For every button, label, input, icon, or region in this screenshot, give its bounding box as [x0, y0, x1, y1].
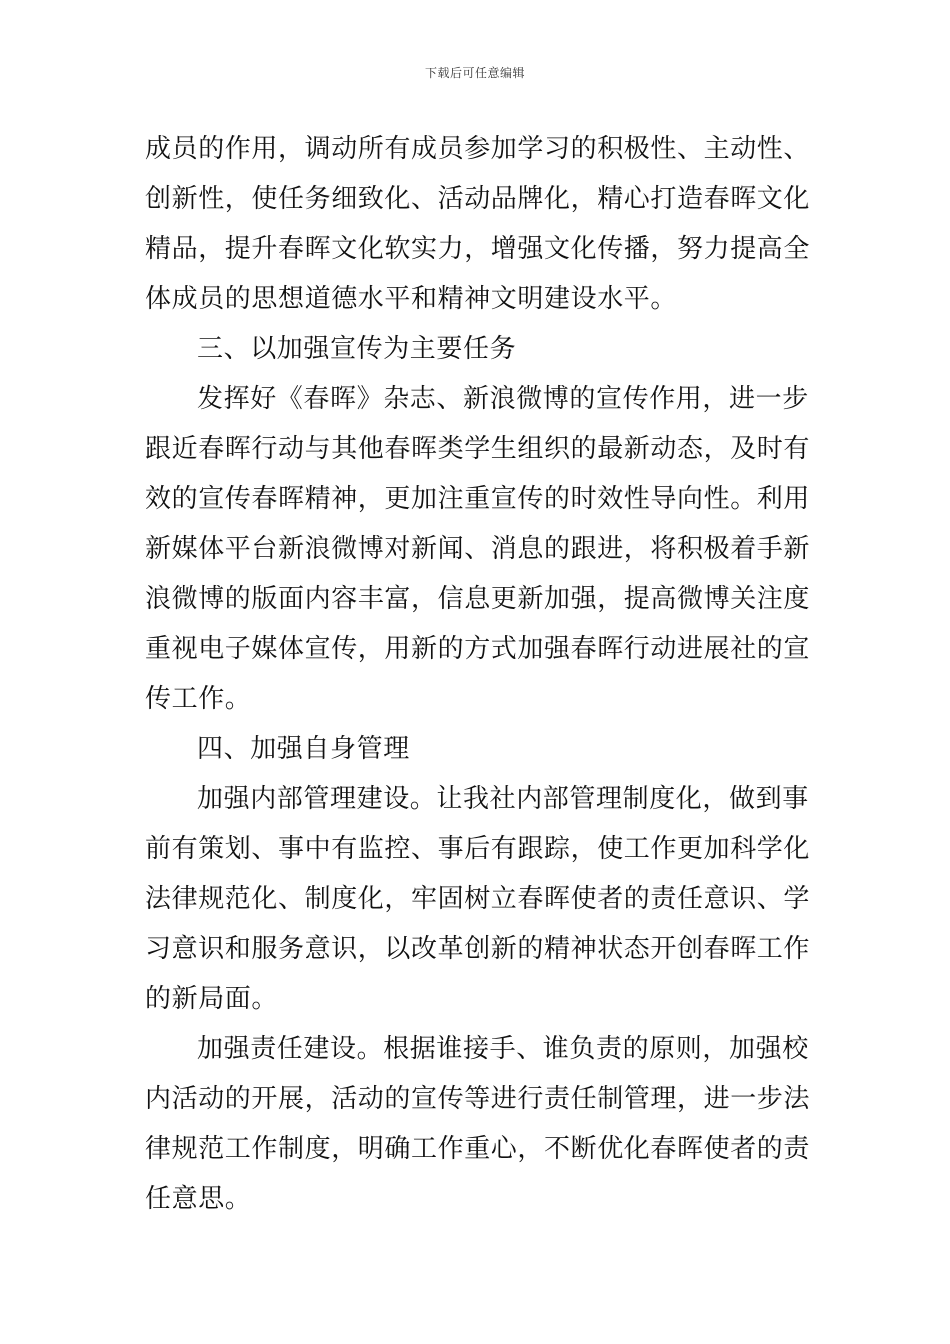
text-line: 任意思。: [145, 1184, 252, 1214]
text-line: 发挥好《春晖》杂志、新浪微博的宣传作用，进一步: [197, 384, 809, 414]
document-body: [145, 124, 809, 1224]
text-line: 律规范工作制度，明确工作重心，不断优化春晖使者的责: [145, 1134, 811, 1164]
text-line: 跟近春晖行动与其他春晖类学生组织的最新动态，及时有: [145, 434, 811, 464]
text-line: 成员的作用，调动所有成员参加学习的积极性、主动性、: [145, 134, 811, 164]
text-line: 法律规范化、制度化，牢固树立春晖使者的责任意识、学: [145, 884, 811, 914]
text-line: 体成员的思想道德水平和精神文明建设水平。: [145, 284, 678, 314]
section-heading-publicity: 三、以加强宣传为主要任务: [197, 334, 517, 364]
text-line: 加强内部管理建设。让我社内部管理制度化，做到事: [197, 784, 809, 814]
text-line: 加强责任建设。根据谁接手、谁负责的原则，加强校: [197, 1034, 809, 1064]
text-line: 重视电子媒体宣传，用新的方式加强春晖行动进展社的宣: [145, 634, 811, 664]
text-line: 前有策划、事中有监控、事后有跟踪，使工作更加科学化: [145, 834, 811, 864]
page-header: 下载后可任意编辑: [424, 66, 525, 80]
text-line: 习意识和服务意识，以改革创新的精神状态开创春晖工作: [145, 934, 811, 964]
section-heading-self-management: 四、加强自身管理: [197, 734, 410, 764]
text-line: 创新性，使任务细致化、活动品牌化，精心打造春晖文化: [145, 184, 811, 214]
text-line: 新媒体平台新浪微博对新闻、消息的跟进，将积极着手新: [145, 534, 811, 564]
text-line: 浪微博的版面内容丰富，信息更新加强，提高微博关注度: [145, 584, 811, 614]
text-line: 传工作。: [145, 684, 252, 714]
text-line: 内活动的开展，活动的宣传等进行责任制管理，进一步法: [145, 1084, 811, 1114]
text-line: 效的宣传春晖精神，更加注重宣传的时效性导向性。利用: [145, 484, 811, 514]
text-line: 精品，提升春晖文化软实力，增强文化传播，努力提高全: [145, 234, 811, 264]
text-line: 的新局面。: [145, 984, 279, 1014]
